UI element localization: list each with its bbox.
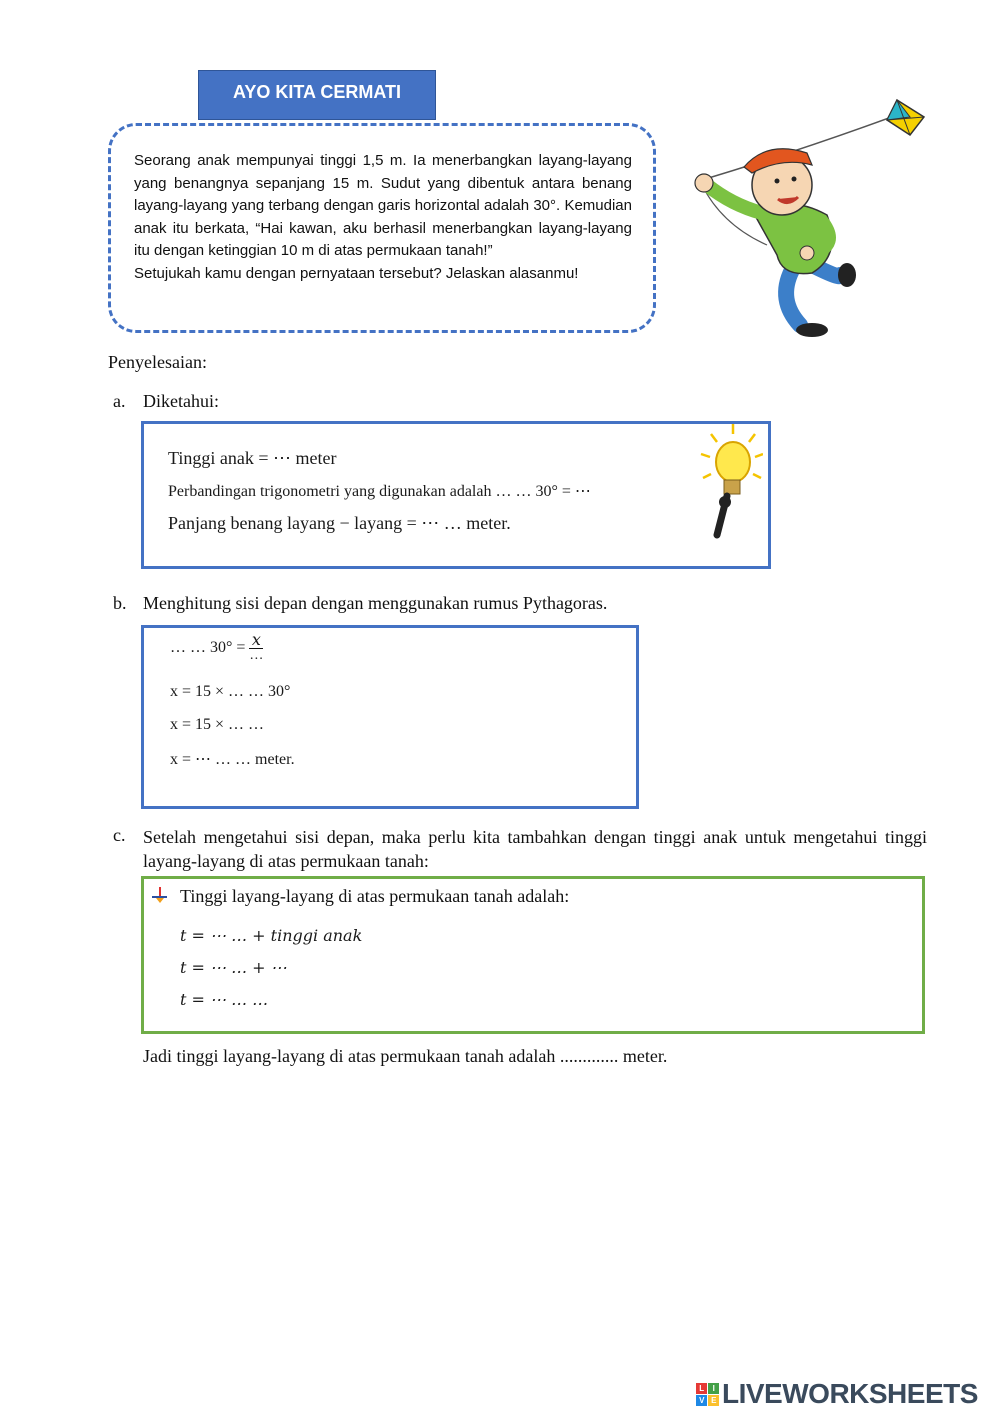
story-paragraph: Seorang anak mempunyai tinggi 1,5 m. Ia menerbangkan layang-layang yang benangnya sepanjang 15 m. Sudut yang dibentuk antara benang layang-layang yang terbang dengan garis horizontal adalah 30°. Kemudian anak itu berkata, “Hai kawan, aku berhasil menerbangkan layang-layang itu dengan ketinggian 10 m di atas permukaan tanah!” <box>134 152 632 260</box>
conclusion-text[interactable]: Jadi tinggi layang-layang di atas permukaan tanah adalah ............. meter. <box>143 1046 668 1066</box>
light-bulb-icon <box>693 420 763 545</box>
equation-x-line-1[interactable]: x = 15 × … … 30° <box>170 683 291 700</box>
fraction-denominator: … <box>249 648 264 663</box>
arrow-down-icon <box>150 886 168 904</box>
solution-label: Penyelesaian: <box>108 352 207 372</box>
logo-mark <box>696 1383 719 1406</box>
known-child-height[interactable]: Tinggi anak = ⋯ meter <box>168 448 337 468</box>
liveworksheets-logo <box>696 1374 978 1414</box>
logo-letter: E <box>708 1395 719 1406</box>
known-trig-ratio[interactable]: Perbandingan trigonometri yang digunakan adalah … … 30° = ⋯ <box>168 483 591 500</box>
story-text <box>134 150 632 286</box>
part-c-box-title: Tinggi layang-layang di atas permukaan tanah adalah: <box>180 886 570 906</box>
fraction-numerator: x <box>249 632 263 649</box>
fraction <box>249 632 263 663</box>
equation-x-line-2[interactable]: x = 15 × … … <box>170 716 265 733</box>
equation-t-line-1[interactable]: t = ⋯ … + tinggi anak <box>180 926 363 945</box>
logo-letter: I <box>708 1383 719 1394</box>
equation-lhs: … … 30° = <box>170 638 246 656</box>
section-title-tab: AYO KITA CERMATI <box>198 70 436 120</box>
logo-text: LIVEWORKSHEETS <box>722 1378 978 1409</box>
part-b-heading: Menghitung sisi depan dengan menggunakan rumus Pythagoras. <box>143 593 608 613</box>
logo-letter: L <box>696 1383 707 1394</box>
equation-tan-ratio[interactable] <box>170 632 263 663</box>
story-question: Setujukah kamu dengan pernyataan tersebut? Jelaskan alasanmu! <box>134 264 579 282</box>
equation-x-line-3[interactable]: x = ⋯ … … meter. <box>170 751 295 768</box>
known-string-length[interactable]: Panjang benang layang − layang = ⋯ … meter. <box>168 513 511 533</box>
part-b-marker: b. <box>113 593 127 613</box>
part-a-heading: Diketahui: <box>143 391 219 411</box>
part-a-marker: a. <box>113 391 126 411</box>
logo-letter: V <box>696 1395 707 1406</box>
part-c-marker: c. <box>113 825 126 845</box>
equation-t-line-3[interactable]: t = ⋯ … … <box>180 990 269 1009</box>
part-c-heading: Setelah mengetahui sisi depan, maka perlu kita tambahkan dengan tinggi anak untuk mengetahui tinggi layang-layang di atas permukaan tanah: <box>143 827 927 871</box>
kid-flying-kite-illustration <box>682 95 932 345</box>
equation-t-line-2[interactable]: t = ⋯ … + ⋯ <box>180 958 287 977</box>
